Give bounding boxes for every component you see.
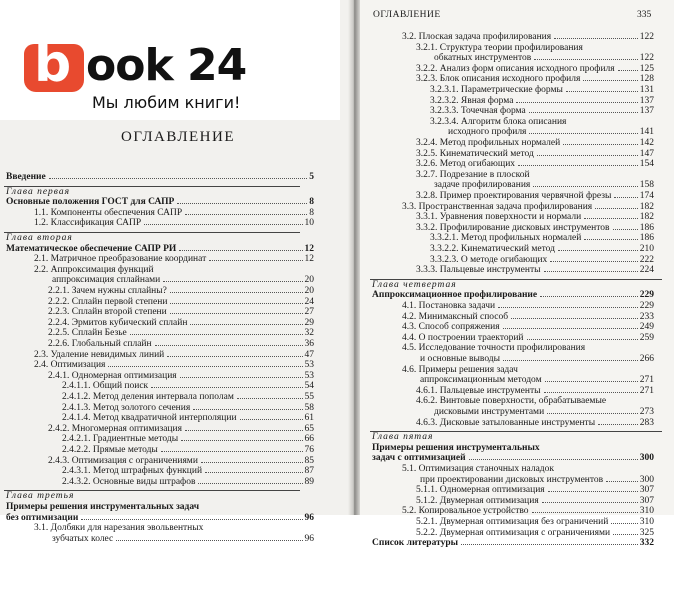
toc-entry[interactable] bbox=[48, 328, 314, 339]
toc-entry[interactable] bbox=[416, 212, 654, 223]
toc-entry-title: 3.2.3.1. Параметрические формы bbox=[430, 85, 563, 95]
toc-leader-dots bbox=[511, 318, 638, 319]
toc-entry-page: 224 bbox=[639, 265, 654, 276]
toc-entry-title: 5.2. Копировальное устройство bbox=[402, 506, 529, 517]
toc-entry-title: 2.4.1. Одномерная оптимизация bbox=[48, 370, 177, 381]
toc-entry[interactable] bbox=[62, 434, 314, 445]
toc-entry-page: 85 bbox=[304, 455, 314, 466]
toc-entry[interactable] bbox=[402, 301, 654, 312]
toc-leader-dots bbox=[527, 339, 638, 340]
toc-entry-title: Введение bbox=[6, 172, 46, 182]
toc-entry[interactable] bbox=[430, 106, 654, 117]
toc-entry-page: 65 bbox=[304, 423, 314, 434]
toc-leader-dots bbox=[566, 91, 638, 92]
toc-leader-dots bbox=[613, 534, 638, 535]
toc-entry-page: 307 bbox=[639, 495, 654, 506]
toc-entry[interactable] bbox=[48, 318, 314, 329]
toc-entry-page: 96 bbox=[304, 512, 314, 523]
toc-entry-title: 4.4. О построении траекторий bbox=[402, 332, 524, 343]
toc-leader-dots bbox=[151, 387, 302, 388]
toc-leader-dots bbox=[545, 381, 638, 382]
toc-entry[interactable] bbox=[416, 418, 654, 429]
toc-entry[interactable] bbox=[416, 138, 654, 149]
toc-entry-title: 3.2.3.2. Явная форма bbox=[430, 95, 514, 106]
toc-leader-dots bbox=[554, 38, 638, 39]
toc-entry-page: 233 bbox=[639, 311, 654, 322]
toc-entry-title: 1.1. Компоненты обеспечения САПР bbox=[34, 207, 183, 218]
toc-leader-dots bbox=[618, 70, 638, 71]
toc-entry-title: 3.1. Долбяки для нарезания эвольвентных bbox=[34, 523, 204, 534]
toc-entry-page: 182 bbox=[639, 201, 654, 212]
toc-entry[interactable] bbox=[434, 180, 654, 191]
toc-entry[interactable] bbox=[62, 413, 314, 424]
toc-leader-dots bbox=[190, 324, 302, 325]
toc-entry-title: задач с оптимизацией bbox=[372, 453, 466, 464]
toc-entry[interactable] bbox=[416, 43, 654, 54]
toc-entry-page: 210 bbox=[639, 244, 654, 254]
toc-entry-page: 271 bbox=[639, 375, 654, 386]
toc-leader-dots bbox=[498, 307, 638, 308]
toc-leader-dots bbox=[177, 203, 307, 204]
toc-entry-page: 310 bbox=[639, 517, 654, 527]
toc-leader-dots bbox=[598, 424, 638, 425]
toc-entry-title: 2.3. Удаление невидимых линий bbox=[34, 349, 165, 360]
toc-leader-dots bbox=[180, 377, 303, 378]
toc-entry-page: 8 bbox=[309, 207, 314, 218]
toc-entry[interactable] bbox=[48, 339, 314, 350]
toc-leader-dots bbox=[155, 345, 303, 346]
toc-entry-page: 29 bbox=[304, 317, 314, 328]
toc-entry[interactable] bbox=[34, 218, 314, 229]
toc-entry-title: 3.2.1. Структура теории профилирования bbox=[416, 42, 583, 53]
toc-entry[interactable] bbox=[402, 312, 654, 323]
toc-entry-page: 131 bbox=[639, 85, 654, 95]
toc-entry[interactable] bbox=[62, 445, 314, 456]
toc-entry-page: 10 bbox=[304, 218, 314, 229]
page-number: 335 bbox=[637, 10, 652, 20]
toc-entry-page: 142 bbox=[639, 138, 654, 148]
toc-entry-page: 61 bbox=[304, 413, 314, 424]
toc-leader-dots bbox=[193, 409, 302, 410]
toc-entry-page: 141 bbox=[639, 127, 654, 138]
toc-leader-dots bbox=[170, 303, 302, 304]
toc-entry-title: 2.4.3. Оптимизация с ограничениями bbox=[48, 455, 198, 466]
toc-entry-title: 3.3.3. Пальцевые инструменты bbox=[416, 265, 541, 276]
toc-entry-title: 4.6. Примеры решения задач bbox=[402, 364, 518, 375]
toc-entry-page: 174 bbox=[639, 191, 654, 201]
toc-entry[interactable] bbox=[434, 53, 654, 64]
toc-entry[interactable] bbox=[430, 117, 654, 128]
toc-leader-dots bbox=[161, 451, 303, 452]
toc-entry[interactable] bbox=[48, 424, 314, 435]
toc-leader-dots bbox=[205, 472, 302, 473]
toc-entry-title: 3.3.2. Профилирование дисковых инструментов bbox=[416, 222, 610, 233]
toc-entry[interactable] bbox=[48, 286, 314, 297]
toc-leader-dots bbox=[108, 366, 302, 367]
toc-entry-page: 310 bbox=[639, 506, 654, 517]
toc-entry-title: 2.1. Матричное преобразование координат bbox=[34, 254, 207, 265]
toc-entry-title: 2.4.3.1. Метод штрафных функций bbox=[62, 466, 203, 477]
toc-entry[interactable] bbox=[448, 127, 654, 138]
toc-entry-title: 2.2.4. Эрмитов кубический сплайн bbox=[48, 317, 188, 328]
toc-entry-title: 2.4.1.3. Метод золотого сечения bbox=[62, 402, 191, 413]
toc-entry-title: 5.2.2. Двумерная оптимизация с ограничениями bbox=[416, 527, 611, 538]
toc-leader-dots bbox=[240, 419, 303, 420]
toc-leader-dots bbox=[49, 178, 308, 179]
toc-leader-dots bbox=[540, 296, 638, 297]
toc-entry-page: 122 bbox=[639, 53, 654, 64]
toc-entry-page: 96 bbox=[304, 533, 314, 544]
toc-entry-title: 3.2.6. Метод огибающих bbox=[416, 159, 516, 170]
toc-entry-page: 32 bbox=[304, 328, 314, 339]
toc-leader-dots bbox=[614, 197, 637, 198]
toc-leader-dots bbox=[584, 239, 637, 240]
toc-entry-title: Примеры решения инструментальных bbox=[372, 442, 540, 453]
toc-leader-dots bbox=[606, 481, 638, 482]
toc-leader-dots bbox=[558, 250, 638, 251]
toc-entry[interactable] bbox=[430, 85, 654, 96]
toc-entry[interactable] bbox=[416, 170, 654, 181]
toc-entry-page: 266 bbox=[639, 354, 654, 364]
toc-entry-title: 3.3.1. Уравнения поверхности и нормали bbox=[416, 212, 582, 223]
toc-leader-dots bbox=[170, 292, 303, 293]
toc-leader-dots bbox=[201, 462, 303, 463]
toc-entry-title: 2.4.1.1. Общий поиск bbox=[62, 381, 149, 392]
toc-entry[interactable] bbox=[6, 502, 314, 513]
toc-leader-dots bbox=[185, 430, 303, 431]
chapter-label: Глава четвертая bbox=[372, 279, 457, 290]
toc-entry[interactable] bbox=[402, 32, 654, 43]
toc-leader-dots bbox=[544, 271, 638, 272]
toc-entry-page: 300 bbox=[639, 453, 654, 464]
toc-entry-page: 54 bbox=[304, 381, 314, 392]
toc-entry-page: 89 bbox=[304, 476, 314, 487]
toc-entry-title: 5.2.1. Двумерная оптимизация без ограничений bbox=[416, 517, 609, 527]
toc-entry[interactable] bbox=[420, 375, 654, 386]
toc-entry-title: 3.2.4. Метод профильных нормалей bbox=[416, 138, 561, 148]
toc-entry-title: исходного профиля bbox=[448, 127, 527, 138]
toc-leader-dots bbox=[237, 398, 303, 399]
toc-leader-dots bbox=[461, 544, 638, 545]
toc-entry[interactable] bbox=[6, 244, 314, 255]
toc-leader-dots bbox=[542, 502, 638, 503]
toc-entry-title: и основные выводы bbox=[420, 354, 501, 364]
toc-entry-title: зубчатых колес bbox=[52, 533, 114, 544]
toc-entry[interactable] bbox=[402, 464, 654, 475]
toc-entry-page: 186 bbox=[639, 222, 654, 233]
toc-entry[interactable] bbox=[416, 223, 654, 234]
toc-entry-title: 5.1.2. Двумерная оптимизация bbox=[416, 495, 539, 506]
toc-leader-dots bbox=[529, 133, 637, 134]
toc-leader-dots bbox=[81, 519, 302, 520]
toc-entry-title: Список литературы bbox=[372, 538, 459, 549]
toc-entry-page: 125 bbox=[639, 63, 654, 74]
toc-entry-page: 249 bbox=[639, 322, 654, 333]
toc-entry[interactable] bbox=[62, 403, 314, 414]
toc-entry-page: 271 bbox=[639, 385, 654, 396]
toc-entry[interactable] bbox=[416, 517, 654, 528]
book24-logo bbox=[0, 0, 340, 120]
toc-entry-page: 259 bbox=[639, 332, 654, 343]
toc-entry-title: 4.2. Минимаксный способ bbox=[402, 311, 509, 322]
toc-entry-page: 53 bbox=[304, 360, 314, 371]
toc-leader-dots bbox=[548, 491, 638, 492]
toc-entry-title: 2.2. Аппроксимация функций bbox=[34, 264, 154, 275]
toc-entry[interactable] bbox=[6, 197, 314, 208]
toc-entry[interactable] bbox=[372, 538, 654, 549]
toc-entry[interactable] bbox=[420, 475, 654, 486]
toc-leader-dots bbox=[209, 260, 302, 261]
chapter-label: Глава пятая bbox=[372, 432, 434, 443]
toc-leader-dots bbox=[595, 208, 638, 209]
running-head: ОГЛАВЛЕНИЕ bbox=[373, 10, 441, 20]
toc-entry-title: 3.2.3.4. Алгоритм блока описания bbox=[430, 116, 567, 127]
toc-entry-page: 147 bbox=[639, 148, 654, 159]
toc-entry[interactable] bbox=[62, 477, 314, 488]
toc-entry-title: 3.3.2.3. О методе огибающих bbox=[430, 254, 548, 265]
toc-entry-page: 36 bbox=[304, 339, 314, 349]
toc-entry[interactable] bbox=[52, 275, 314, 286]
toc-entry-page: 53 bbox=[304, 370, 314, 381]
toc-entry[interactable] bbox=[416, 396, 654, 407]
toc-entry[interactable] bbox=[430, 244, 654, 255]
toc-entry-page: 122 bbox=[639, 32, 654, 42]
toc-entry[interactable] bbox=[372, 290, 654, 301]
toc-entry-page: 229 bbox=[639, 290, 654, 301]
toc-entry-title: 2.4.2. Многомерная оптимизация bbox=[48, 423, 182, 434]
toc-entry-page: 325 bbox=[639, 527, 654, 538]
toc-leader-dots bbox=[198, 483, 302, 484]
toc-leader-dots bbox=[583, 80, 637, 81]
toc-leader-dots bbox=[170, 313, 303, 314]
toc-entry-title: Аппроксимационное профилирование bbox=[372, 290, 538, 301]
toc-leader-dots bbox=[534, 59, 638, 60]
toc-entry[interactable] bbox=[62, 392, 314, 403]
toc-entry-title: аппроксимационным методом bbox=[420, 375, 542, 386]
toc-entry[interactable] bbox=[34, 265, 314, 276]
toc-leader-dots bbox=[130, 334, 303, 335]
toc-entry[interactable] bbox=[62, 466, 314, 477]
logo-tagline: Мы любим книги! bbox=[92, 93, 241, 112]
toc-entry-title: 2.4.2.2. Прямые методы bbox=[62, 445, 158, 455]
toc-entry-page: 222 bbox=[639, 254, 654, 265]
toc-leader-dots bbox=[516, 102, 637, 103]
toc-entry-page: 5 bbox=[309, 172, 314, 182]
toc-entry-page: 66 bbox=[304, 434, 314, 445]
toc-entry[interactable] bbox=[402, 322, 654, 333]
toc-entry-page: 283 bbox=[639, 417, 654, 428]
toc-entry-title: 2.2.2. Сплайн первой степени bbox=[48, 296, 168, 307]
toc-leader-dots bbox=[469, 459, 638, 460]
toc-leader-dots bbox=[116, 540, 302, 541]
toc-entry-title: 5.1. Оптимизация станочных наладок bbox=[402, 464, 554, 474]
toc-entry-title: 3.3. Пространственная задача профилирования bbox=[402, 201, 593, 212]
toc-leader-dots bbox=[532, 512, 638, 513]
toc-entry[interactable] bbox=[62, 381, 314, 392]
logo-letter: b bbox=[34, 34, 72, 94]
toc-entry-page: 182 bbox=[639, 212, 654, 223]
chapter-label: Глава третья bbox=[6, 491, 75, 502]
toc-entry-page: 332 bbox=[639, 538, 654, 549]
toc-entry-title: 3.2.5. Кинематический метод bbox=[416, 148, 534, 159]
toc-entry-title: 1.2. Классификация САПР bbox=[34, 218, 142, 229]
toc-entry-page: 137 bbox=[639, 106, 654, 117]
toc-entry[interactable] bbox=[434, 407, 654, 418]
toc-entry-page: 186 bbox=[639, 233, 654, 244]
toc-entry-title: 2.4.1.2. Метод деления интервала пополам bbox=[62, 392, 234, 402]
toc-entry-title: 4.6.1. Пальцевые инструменты bbox=[416, 385, 541, 396]
toc-entry[interactable] bbox=[416, 386, 654, 397]
toc-entry-page: 27 bbox=[304, 307, 314, 318]
toc-entry-page: 307 bbox=[639, 485, 654, 496]
toc-leader-dots bbox=[518, 165, 638, 166]
toc-entry-title: без оптимизации bbox=[6, 512, 79, 523]
toc-entry[interactable] bbox=[416, 191, 654, 202]
toc-entry-title: 3.2. Плоская задача профилирования bbox=[402, 32, 552, 42]
toc-entry[interactable] bbox=[430, 96, 654, 107]
toc-entry-page: 24 bbox=[304, 296, 314, 307]
toc-title: ОГЛАВЛЕНИЕ bbox=[121, 129, 235, 145]
toc-entry[interactable] bbox=[430, 255, 654, 266]
toc-leader-dots bbox=[185, 214, 307, 215]
toc-entry[interactable] bbox=[402, 333, 654, 344]
toc-entry-title: дисковыми инструментами bbox=[434, 407, 545, 417]
toc-entry[interactable] bbox=[48, 297, 314, 308]
toc-entry-title: 4.1. Постановка задачи bbox=[402, 301, 496, 311]
toc-entry[interactable] bbox=[402, 365, 654, 376]
toc-leader-dots bbox=[144, 224, 302, 225]
toc-leader-dots bbox=[611, 523, 637, 524]
toc-entry-page: 12 bbox=[304, 243, 314, 254]
toc-entry[interactable] bbox=[6, 172, 314, 183]
toc-entry-title: 2.4.3.2. Основные виды штрафов bbox=[62, 476, 196, 487]
toc-entry-title: 2.4.1.4. Метод квадратичной интерполяции bbox=[62, 413, 237, 424]
toc-entry[interactable] bbox=[416, 74, 654, 85]
toc-leader-dots bbox=[544, 392, 638, 393]
toc-leader-dots bbox=[550, 261, 637, 262]
toc-entry-page: 58 bbox=[304, 402, 314, 413]
toc-entry[interactable] bbox=[34, 360, 314, 371]
toc-entry-page: 20 bbox=[304, 286, 314, 296]
toc-entry-title: Основные положения ГОСТ для САПР bbox=[6, 197, 175, 208]
toc-entry-title: 3.3.2.1. Метод профильных нормалей bbox=[430, 233, 582, 244]
toc-leader-dots bbox=[179, 250, 302, 251]
toc-entry-title: 4.5. Исследование точности профилирования bbox=[402, 343, 586, 354]
toc-entry[interactable] bbox=[372, 453, 654, 464]
chapter-label: Глава вторая bbox=[6, 233, 73, 243]
toc-entry-page: 273 bbox=[639, 407, 654, 417]
toc-entry-title: 3.2.7. Подрезание в плоской bbox=[416, 169, 530, 180]
toc-entry-page: 20 bbox=[304, 275, 314, 286]
toc-entry-title: 5.1.1. Одномерная оптимизация bbox=[416, 485, 545, 496]
toc-entry-title: 3.2.3.3. Точечная форма bbox=[430, 106, 526, 117]
toc-entry-title: 3.2.2. Анализ форм описания исходного профиля bbox=[416, 63, 615, 74]
logo-wordmark: ook 24 bbox=[86, 40, 247, 91]
toc-entry-page: 128 bbox=[639, 74, 654, 85]
toc-entry-page: 8 bbox=[309, 197, 314, 208]
toc-entry[interactable] bbox=[416, 159, 654, 170]
toc-entry[interactable] bbox=[402, 506, 654, 517]
toc-entry-page: 12 bbox=[304, 254, 314, 265]
toc-entry-title: 2.2.3. Сплайн второй степени bbox=[48, 307, 167, 318]
toc-entry-page: 137 bbox=[639, 95, 654, 106]
toc-leader-dots bbox=[503, 328, 638, 329]
toc-entry[interactable] bbox=[34, 523, 314, 534]
toc-entry[interactable] bbox=[416, 496, 654, 507]
toc-entry[interactable] bbox=[416, 64, 654, 75]
toc-entry-page: 300 bbox=[639, 474, 654, 485]
toc-entry[interactable] bbox=[34, 208, 314, 219]
toc-entry-page: 229 bbox=[639, 301, 654, 311]
toc-entry[interactable] bbox=[430, 233, 654, 244]
toc-entry-title: Примеры решения инструментальных задач bbox=[6, 502, 200, 512]
toc-entry-title: аппроксимация сплайнами bbox=[52, 275, 161, 286]
chapter-label: Глава первая bbox=[6, 186, 71, 197]
toc-leader-dots bbox=[613, 229, 638, 230]
toc-entry[interactable] bbox=[420, 354, 654, 365]
toc-entry-page: 87 bbox=[304, 466, 314, 477]
toc-entry-title: 2.2.1. Зачем нужны сплайны? bbox=[48, 286, 167, 296]
toc-entry[interactable] bbox=[416, 528, 654, 539]
toc-entry-title: Математическое обеспечение САПР РИ bbox=[6, 243, 177, 254]
book-spine-shadow bbox=[348, 0, 360, 515]
toc-entry[interactable] bbox=[52, 534, 314, 545]
toc-entry[interactable] bbox=[48, 371, 314, 382]
toc-leader-dots bbox=[563, 144, 638, 145]
toc-leader-dots bbox=[529, 112, 638, 113]
toc-entry[interactable] bbox=[34, 254, 314, 265]
toc-entry[interactable] bbox=[416, 485, 654, 496]
toc-entry[interactable] bbox=[48, 456, 314, 467]
toc-entry[interactable] bbox=[416, 265, 654, 276]
toc-entry-title: 4.6.2. Винтовые поверхности, обрабатываемые bbox=[416, 396, 607, 407]
toc-entry[interactable] bbox=[402, 202, 654, 213]
toc-entry-title: 2.2.5. Сплайн Безье bbox=[48, 328, 127, 339]
toc-leader-dots bbox=[181, 440, 302, 441]
toc-leader-dots bbox=[547, 413, 638, 414]
toc-entry-title: обкатных инструментов bbox=[434, 53, 532, 64]
toc-entry[interactable] bbox=[416, 149, 654, 160]
toc-entry-title: 2.4.2.1. Градиентные методы bbox=[62, 434, 179, 445]
toc-leader-dots bbox=[167, 356, 302, 357]
toc-entry-title: 3.2.8. Пример проектирования червячной фрезы bbox=[416, 191, 612, 201]
toc-entry[interactable] bbox=[372, 443, 654, 454]
toc-entry-title: 2.2.6. Глобальный сплайн bbox=[48, 339, 152, 349]
toc-leader-dots bbox=[533, 186, 637, 187]
toc-entry-title: 2.4. Оптимизация bbox=[34, 360, 106, 371]
toc-entry[interactable] bbox=[402, 343, 654, 354]
toc-entry-title: 3.2.3. Блок описания исходного профиля bbox=[416, 74, 581, 85]
toc-entry-title: 4.6.3. Дисковые затылованные инструменты bbox=[416, 417, 596, 428]
toc-leader-dots bbox=[503, 360, 638, 361]
toc-entry[interactable] bbox=[34, 350, 314, 361]
toc-entry-page: 76 bbox=[304, 445, 314, 455]
toc-leader-dots bbox=[584, 218, 638, 219]
toc-leader-dots bbox=[163, 281, 302, 282]
toc-entry-title: при проектировании дисковых инструментов bbox=[420, 474, 604, 485]
toc-entry[interactable] bbox=[6, 513, 314, 524]
toc-entry[interactable] bbox=[48, 307, 314, 318]
toc-leader-dots bbox=[537, 155, 638, 156]
toc-entry-title: 3.3.2.2. Кинематический метод bbox=[430, 244, 555, 254]
toc-entry-page: 158 bbox=[639, 180, 654, 191]
toc-entry-page: 47 bbox=[304, 349, 314, 360]
toc-entry-page: 55 bbox=[304, 392, 314, 402]
toc-entry-title: 4.3. Способ сопряжения bbox=[402, 322, 500, 333]
toc-entry-page: 154 bbox=[639, 159, 654, 170]
toc-entry-title: задаче профилирования bbox=[434, 180, 531, 191]
